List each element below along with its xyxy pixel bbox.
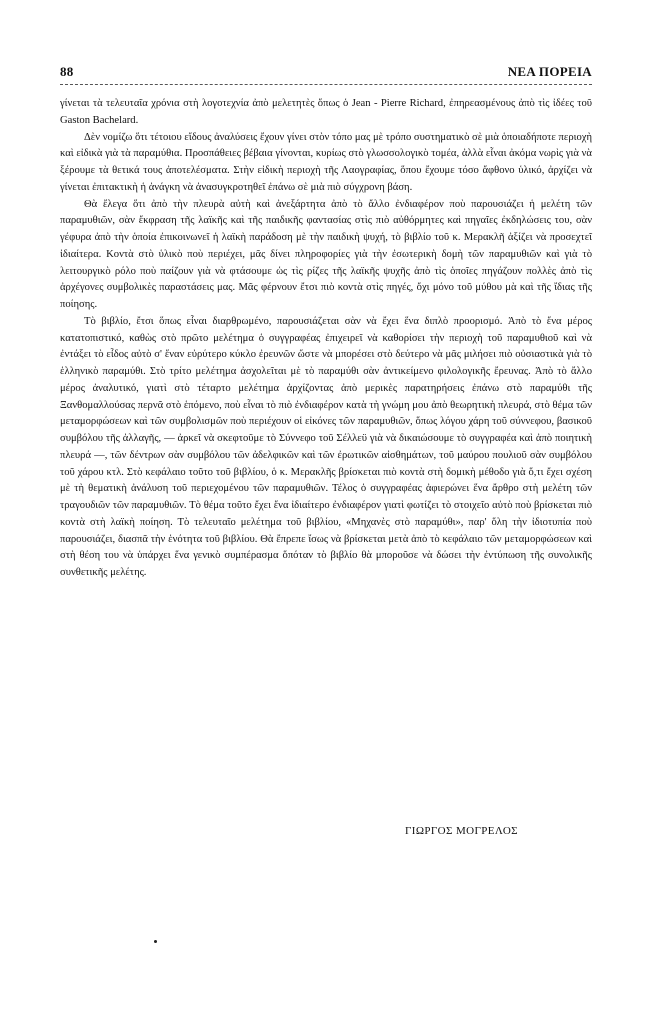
- paragraph: Τὸ βιβλίο, ἔτσι ὅπως εἶναι διαρθρωμένο, παρουσιάζεται σὰν νὰ ἔχει ἕνα διπλὸ προορισμό. Ἀπὸ τὸ ἕνα μέρος κατατοπιστικό, καθὼς στὸ πρῶτο μελέτημα ὁ συγγραφέας ἐπιχειρεῖ νὰ καθορίσει τὴν περιοχὴ τοῦ παραμυθιοῦ καὶ νὰ ἐντάξει τὸ εἶδος αὐτὸ σ' ἕναν εὐρύτερο κύκλο ἐρευνῶν ὥστε νὰ μπορέσει στὸ δεύτερο νὰ μᾶς μιλήσει πιὸ οὐσιαστικὰ γιὰ τὸ ἑλληνικὸ παραμύθι. Στὸ τρίτο μελέτημα ἀσχολεῖται μὲ τὸ παραμύθι σὰν ἀντικείμενο φιλολογικῆς ἔρευνας. Ἀπὸ τὸ ἄλλο μέρος ἀναλυτικό, γιατὶ στὸ τέταρτο μελέτημα ἀρχίζοντας ἀπὸ μερικὲς παρατηρήσεις ἐπάνω στὸ παραμύθι τῆς Ξανθομαλλούσας περνᾶ στὸ ἑπόμενο, ποὺ εἶναι τὸ πιὸ ἐνδιαφέρον κατὰ τὴ γνώμη μου ἀπὸ θεωρητικὴ πλευρά, στὸ θέμα τῶν μεταμορφώσεων καὶ τῶν συμβολισμῶν ποὺ περιέχουν οἱ εἰκόνες τῶν παραμυθιῶν, ὅπως λόγου χάρη τοῦ σύννεφου, βασικοῦ συμβόλου τῆς ἀλλαγῆς, — ἀρκεῖ νὰ σκεφτοῦμε τὸ Σύννεφο τοῦ Σέλλεϋ γιὰ νὰ δικαιώσουμε τὸ συγγραφέα καὶ ἀπὸ ποιητικὴ πλευρά —, τῶν δέντρων σὰν συμβόλου τῶν ἀδελφικῶν καὶ τῶν ἐρωτικῶν αἰσθημάτων, τοῦ μαύρου πουλιοῦ σὰν συμβόλου τοῦ χάρου κτλ. Στὸ κεφάλαιο τοῦτο τοῦ βιβλίου, ὁ κ. Μερακλῆς βρίσκεται πιὸ κοντὰ στὴ δομικὴ μέθοδο γιὰ ὅ,τι ἔχει σχέση μὲ τὴ θεματικὴ ἀνάλυση τοῦ περιεχομένου τῶν παραμυθιῶν. Τέλος ὁ συγγραφέας ἀφιερώνει ἕνα ἄρθρο στὴ μελέτη τῶν τραγουδιῶν τῶν παραμυθιῶν. Τὸ θέμα τοῦτο ἔχει ἕνα ἰδιαίτερο ἐνδιαφέρον γιατὶ φωτίζει τὸ στοιχεῖο αὐτὸ ποὺ βρίσκεται πιὸ κοντὰ στὴ λαϊκὴ ποίηση. Τὸ τελευταῖο μελέτημα τοῦ βιβλίου, «Μηχανὲς στὸ παραμύθι», παρ' ὅλη τὴν ἰδιοτυπία ποὺ παρουσιάζει, διασπᾶ τὴν ἑνότητα τοῦ βιβλίου. Θὰ ἔπρεπε ἴσως νὰ βρίσκεται μετὰ ἀπὸ τὸ κεφάλαιο τῶν μεταμορφώσεων καὶ στὴ θέση του νὰ ὑπάρχει ἕνα γενικὸ συμπέρασμα ὅπόταν τὸ βιβλίο θὰ μποροῦσε νὰ δώσει τὴν ἐντύπωση τῆς συνολικῆς συνθετικῆς μελέτης.: [60, 315, 592, 578]
- header-rule: [60, 84, 592, 85]
- page-header: [60, 64, 592, 80]
- paragraph: Δὲν νομίζω ὅτι τέτοιου εἴδους ἀναλύσεις ἔχουν γίνει στὸν τόπο μας μὲ τρόπο συστηματικὸ σὲ μιὰ ὁποιαδήποτε περιοχὴ καὶ εἰδικὰ γιὰ τὰ παραμύθια. Προσπάθειες βέβαια γίνονται, κυρίως στὸ γλωσσολογικὸ τομέα, ἀλλὰ εἶναι ἀκόμα νωρὶς γιὰ νὰ ξέρουμε τὰ θετικά τους ἀποτελέσματα. Στὴν εἰδικὴ περιοχὴ τῆς Λαογραφίας, ὅπου ἔχουμε τόσο ἄφθονο ὑλικό, ἀρχίζει νὰ γίνεται ἐπιτακτικὴ ἡ ἀνάγκη νὰ ἀνασυγκροτηθεῖ ἐπάνω σὲ μιὰ πιὸ σύγχρονη βάση.: [60, 131, 592, 193]
- page-number: 88: [60, 64, 74, 79]
- paragraph: Θὰ ἔλεγα ὅτι ἀπὸ τὴν πλευρὰ αὐτὴ καὶ ἀνεξάρτητα ἀπὸ τὸ ἄλλο ἐνδιαφέρον ποὺ παρουσιάζει ἡ μελέτη τῶν παραμυθιῶν, σὰν ἔκφραση τῆς λαϊκῆς καὶ τῆς παιδικῆς φαντασίας στὶς πιὸ αὐθόρμητες καὶ πηγαῖες ἐκδηλώσεις του, σὰν γέφυρα ἀπὸ τὴν ὁποία ἐπικοινωνεῖ ἡ λαϊκὴ παράδοση μὲ τὴν παιδικὴ ψυχή, τὸ βιβλίο τοῦ κ. Μερακλῆ ἀξίζει νὰ προσεχτεῖ ἰδιαίτερα. Κοντὰ στὸ ὑλικὸ ποὺ περιέχει, μᾶς δίνει πληροφορίες γιὰ τὴν ἐσωτερικὴ δομὴ τῶν παραμυθιῶν καὶ γιὰ τὸ λειτουργικὸ ρόλο ποὺ παίζουν γιὰ νὰ φτάσουμε ὡς τὶς ρίζες τῆς λαϊκῆς ψυχῆς ἀπὸ τὶς ὁποῖες πηγάζουν πολλὲς ἀπὸ τὶς ἀρχέγονες συμβολικὲς παραστάσεις μας. Μᾶς φέρνουν ἔτσι πιὸ κοντὰ στὶς πηγές, ὄχι μόνο τοῦ μύθου μὰ καὶ τῆς ἴδιας τῆς ποίησης.: [60, 198, 592, 310]
- author-signature: ΓΙΩΡΓΟΣ ΜΟΓΡΕΛΟΣ: [405, 825, 518, 837]
- paragraph: γίνεται τὰ τελευταῖα χρόνια στὴ λογοτεχνία ἀπὸ μελετητὲς ὅπως ὁ Jean - Pierre Richard, ἐπηρεασμένους ἀπὸ τὶς ἰδέες τοῦ Gaston Bachelard.: [60, 98, 592, 126]
- ink-speck: [154, 940, 157, 943]
- journal-title: ΝΕΑ ΠΟΡΕΙΑ: [507, 64, 592, 79]
- article-body: [60, 96, 592, 582]
